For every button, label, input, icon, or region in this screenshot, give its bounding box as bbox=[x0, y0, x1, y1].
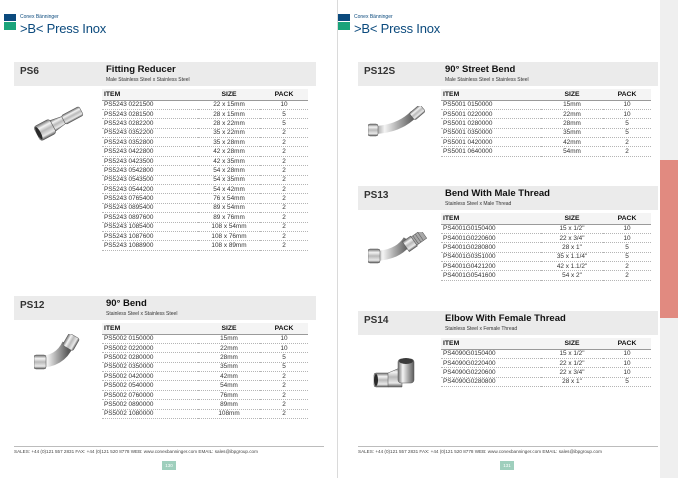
section-ps12s bbox=[358, 62, 658, 156]
table-row bbox=[102, 119, 308, 128]
item-code-cell: PS5243 0352800 bbox=[102, 138, 198, 147]
item-code-cell: PS5002 0150000 bbox=[102, 334, 198, 343]
pack-cell: 10 bbox=[603, 358, 651, 367]
section-ps6 bbox=[14, 62, 316, 250]
column-header: SIZE bbox=[541, 213, 603, 224]
item-code-cell: PS5001 0640000 bbox=[441, 147, 541, 156]
item-code-cell: PS5002 0540000 bbox=[102, 381, 198, 390]
section-subtitle: Stainless Steel x Female Thread bbox=[445, 326, 518, 332]
footer-contact: SALES: +44 (0)121 557 2831 FAX: +44 (0)121 520 8778 WEB: www.conexbanninger.com EMAIL: sales@ibpgroup.com bbox=[358, 449, 602, 454]
pack-cell: 5 bbox=[260, 362, 308, 371]
item-code-cell: PS5243 0281500 bbox=[102, 109, 198, 118]
pack-cell: 2 bbox=[260, 241, 308, 250]
column-header: SIZE bbox=[198, 323, 260, 334]
table-row bbox=[441, 224, 651, 233]
bend-male-thread-icon bbox=[368, 232, 428, 266]
pack-cell: 10 bbox=[260, 100, 308, 109]
item-code-cell: PS5001 0280000 bbox=[441, 119, 541, 128]
column-header: ITEM bbox=[441, 213, 541, 224]
size-cell: 22 x 1/2" bbox=[541, 358, 603, 367]
pack-cell: 2 bbox=[260, 231, 308, 240]
item-code-cell: PS4001G0541600 bbox=[441, 271, 541, 280]
size-cell: 42 x 35mm bbox=[198, 156, 260, 165]
pack-cell: 10 bbox=[603, 233, 651, 242]
size-cell: 54mm bbox=[198, 381, 260, 390]
table-row bbox=[102, 362, 308, 371]
footer-rule bbox=[14, 446, 324, 447]
pack-cell: 10 bbox=[603, 224, 651, 233]
pack-cell: 2 bbox=[603, 271, 651, 280]
brand-product-line: >B< Press Inox bbox=[354, 21, 441, 36]
item-code-cell: PS5001 0150000 bbox=[441, 100, 541, 109]
section-title: Elbow With Female Thread bbox=[445, 313, 566, 324]
page-number: 131 bbox=[500, 461, 514, 470]
item-code-cell: PS5243 1088900 bbox=[102, 241, 198, 250]
size-cell: 15mm bbox=[541, 100, 603, 109]
item-code-cell: PS4090G0280800 bbox=[441, 377, 541, 386]
size-cell: 42mm bbox=[541, 138, 603, 147]
size-cell: 42 x 1.1/2" bbox=[541, 262, 603, 271]
brand-mark-icon bbox=[338, 14, 350, 30]
column-header: ITEM bbox=[102, 323, 198, 334]
pack-cell: 2 bbox=[260, 400, 308, 409]
section-header bbox=[358, 62, 658, 86]
item-code-cell: PS5243 0895400 bbox=[102, 203, 198, 212]
section-ps12 bbox=[14, 296, 316, 418]
section-ps14 bbox=[358, 311, 658, 386]
column-header: ITEM bbox=[441, 89, 541, 100]
footer-contact: SALES: +44 (0)121 557 2831 FAX: +44 (0)121 520 8778 WEB: www.conexbanninger.com EMAIL: sales@ibpgroup.com bbox=[14, 449, 258, 454]
size-cell: 15 x 1/2" bbox=[541, 224, 603, 233]
table-row bbox=[441, 243, 651, 252]
item-code-cell: PS4001G0220600 bbox=[441, 233, 541, 242]
item-code-cell: PS5243 0221500 bbox=[102, 100, 198, 109]
table-row bbox=[102, 156, 308, 165]
size-cell: 108 x 54mm bbox=[198, 222, 260, 231]
item-code-cell: PS5002 1080000 bbox=[102, 409, 198, 418]
table-row bbox=[102, 241, 308, 250]
brand-company: Conex Bänninger bbox=[354, 14, 393, 20]
size-cell: 35 x 1.1/4" bbox=[541, 252, 603, 261]
item-code-cell: PS5243 1085400 bbox=[102, 222, 198, 231]
table-row bbox=[102, 409, 308, 418]
item-code-cell: PS5243 0765400 bbox=[102, 194, 198, 203]
pack-cell: 2 bbox=[260, 194, 308, 203]
table-row bbox=[102, 185, 308, 194]
table-row bbox=[102, 222, 308, 231]
pack-cell: 2 bbox=[260, 185, 308, 194]
brand-mark-icon bbox=[4, 14, 16, 30]
section-header bbox=[358, 311, 658, 335]
table-row bbox=[441, 100, 651, 109]
pack-cell: 2 bbox=[260, 166, 308, 175]
item-code-cell: PS5243 0282200 bbox=[102, 119, 198, 128]
section-code: PS6 bbox=[20, 66, 39, 77]
size-cell: 42 x 28mm bbox=[198, 147, 260, 156]
table-row bbox=[102, 147, 308, 156]
item-code-cell: PS5002 0280000 bbox=[102, 353, 198, 362]
item-code-cell: PS4001G0421200 bbox=[441, 262, 541, 271]
item-code-cell: PS5243 0543500 bbox=[102, 175, 198, 184]
table-row bbox=[102, 128, 308, 137]
table-row bbox=[441, 262, 651, 271]
size-cell: 28 x 15mm bbox=[198, 109, 260, 118]
size-cell: 76mm bbox=[198, 390, 260, 399]
item-code-cell: PS5001 0350000 bbox=[441, 128, 541, 137]
table-row bbox=[441, 377, 651, 386]
size-cell: 22mm bbox=[198, 343, 260, 352]
size-cell: 35 x 22mm bbox=[198, 128, 260, 137]
size-cell: 54mm bbox=[541, 147, 603, 156]
section-title: 90° Street Bend bbox=[445, 64, 516, 75]
item-code-cell: PS5243 0544200 bbox=[102, 185, 198, 194]
table-header-row bbox=[441, 89, 651, 100]
item-code-cell: PS4090G0150400 bbox=[441, 349, 541, 358]
pack-cell: 2 bbox=[260, 147, 308, 156]
table-row bbox=[102, 194, 308, 203]
pack-cell: 2 bbox=[260, 372, 308, 381]
left-page bbox=[0, 0, 337, 478]
size-cell: 22 x 15mm bbox=[198, 100, 260, 109]
pack-cell: 2 bbox=[260, 409, 308, 418]
pack-cell: 10 bbox=[603, 109, 651, 118]
section-code: PS12S bbox=[364, 66, 396, 77]
item-code-cell: PS5002 0760000 bbox=[102, 390, 198, 399]
size-cell: 54 x 2" bbox=[541, 271, 603, 280]
pack-cell: 2 bbox=[260, 390, 308, 399]
table-row bbox=[102, 400, 308, 409]
table-row bbox=[102, 343, 308, 352]
table-row bbox=[102, 138, 308, 147]
item-code-cell: PS5243 0423500 bbox=[102, 156, 198, 165]
table-row bbox=[441, 128, 651, 137]
column-header: ITEM bbox=[102, 89, 198, 100]
table-header-row bbox=[102, 89, 308, 100]
size-cell: 28mm bbox=[541, 119, 603, 128]
pack-cell: 2 bbox=[260, 203, 308, 212]
item-code-cell: PS5002 0420000 bbox=[102, 372, 198, 381]
pack-cell: 5 bbox=[603, 377, 651, 386]
table-row bbox=[441, 119, 651, 128]
table-row bbox=[102, 231, 308, 240]
table-row bbox=[102, 353, 308, 362]
size-cell: 22 x 3/4" bbox=[541, 368, 603, 377]
table-row bbox=[441, 271, 651, 280]
spec-table bbox=[441, 338, 651, 387]
pack-cell: 2 bbox=[260, 128, 308, 137]
column-header: ITEM bbox=[441, 338, 541, 349]
item-code-cell: PS4001G0280800 bbox=[441, 243, 541, 252]
pack-cell: 10 bbox=[603, 368, 651, 377]
table-row bbox=[441, 252, 651, 261]
pack-cell: 5 bbox=[603, 128, 651, 137]
size-cell: 54 x 28mm bbox=[198, 166, 260, 175]
table-row bbox=[102, 381, 308, 390]
section-subtitle: Male Stainless Steel x Stainless Steel bbox=[445, 77, 529, 83]
table-row bbox=[102, 203, 308, 212]
size-cell: 89 x 76mm bbox=[198, 213, 260, 222]
table-row bbox=[441, 358, 651, 367]
street-bend-icon bbox=[368, 106, 428, 138]
column-header: PACK bbox=[603, 89, 651, 100]
spec-table bbox=[102, 323, 308, 419]
column-header: PACK bbox=[603, 338, 651, 349]
pack-cell: 2 bbox=[260, 213, 308, 222]
size-cell: 28 x 1" bbox=[541, 243, 603, 252]
pack-cell: 10 bbox=[260, 334, 308, 343]
table-header-row bbox=[441, 213, 651, 224]
pack-cell: 2 bbox=[260, 175, 308, 184]
pack-cell: 5 bbox=[603, 119, 651, 128]
section-subtitle: Stainless Steel x Male Thread bbox=[445, 201, 512, 207]
size-cell: 22 x 3/4" bbox=[541, 233, 603, 242]
pack-cell: 5 bbox=[260, 119, 308, 128]
footer-rule bbox=[358, 446, 658, 447]
item-code-cell: PS5243 0422800 bbox=[102, 147, 198, 156]
pack-cell: 5 bbox=[260, 353, 308, 362]
brand-company: Conex Bänninger bbox=[20, 14, 59, 20]
table-row bbox=[102, 213, 308, 222]
table-row bbox=[441, 147, 651, 156]
right-page bbox=[338, 0, 660, 478]
brand-product-line: >B< Press Inox bbox=[20, 21, 107, 36]
section-subtitle: Stainless Steel x Stainless Steel bbox=[106, 311, 178, 317]
item-code-cell: PS4001G0150400 bbox=[441, 224, 541, 233]
item-code-cell: PS5243 1087600 bbox=[102, 231, 198, 240]
table-row bbox=[441, 109, 651, 118]
pack-cell: 2 bbox=[603, 147, 651, 156]
section-title: Bend With Male Thread bbox=[445, 188, 550, 199]
table-row bbox=[102, 372, 308, 381]
item-code-cell: PS5001 0220000 bbox=[441, 109, 541, 118]
pack-cell: 2 bbox=[260, 138, 308, 147]
table-row bbox=[441, 368, 651, 377]
item-code-cell: PS5243 0352200 bbox=[102, 128, 198, 137]
table-row bbox=[441, 233, 651, 242]
size-cell: 89mm bbox=[198, 400, 260, 409]
table-row bbox=[102, 166, 308, 175]
pack-cell: 5 bbox=[603, 252, 651, 261]
spec-table bbox=[102, 89, 308, 251]
table-row bbox=[441, 349, 651, 358]
section-header bbox=[14, 296, 316, 320]
column-header: SIZE bbox=[198, 89, 260, 100]
table-row bbox=[441, 138, 651, 147]
column-header: PACK bbox=[260, 89, 308, 100]
item-code-cell: PS5243 0542800 bbox=[102, 166, 198, 175]
item-code-cell: PS5002 0890000 bbox=[102, 400, 198, 409]
section-title: 90° Bend bbox=[106, 298, 147, 309]
pack-cell: 10 bbox=[603, 100, 651, 109]
size-cell: 28mm bbox=[198, 353, 260, 362]
size-cell: 28 x 22mm bbox=[198, 119, 260, 128]
section-code: PS12 bbox=[20, 300, 45, 311]
item-code-cell: PS5243 0897600 bbox=[102, 213, 198, 222]
column-header: PACK bbox=[603, 213, 651, 224]
section-code: PS13 bbox=[364, 190, 389, 201]
page-number: 130 bbox=[162, 461, 176, 470]
item-code-cell: PS4090G0220400 bbox=[441, 358, 541, 367]
pack-cell: 2 bbox=[260, 222, 308, 231]
spec-table bbox=[441, 213, 651, 281]
section-header bbox=[358, 186, 658, 210]
pack-cell: 2 bbox=[603, 262, 651, 271]
pack-cell: 5 bbox=[603, 243, 651, 252]
pack-cell: 2 bbox=[603, 138, 651, 147]
size-cell: 22mm bbox=[541, 109, 603, 118]
size-cell: 54 x 42mm bbox=[198, 185, 260, 194]
size-cell: 28 x 1" bbox=[541, 377, 603, 386]
size-cell: 76 x 54mm bbox=[198, 194, 260, 203]
item-code-cell: PS5001 0420000 bbox=[441, 138, 541, 147]
pack-cell: 10 bbox=[603, 349, 651, 358]
pack-cell: 2 bbox=[260, 381, 308, 390]
size-cell: 42mm bbox=[198, 372, 260, 381]
item-code-cell: PS5002 0350000 bbox=[102, 362, 198, 371]
size-cell: 35 x 28mm bbox=[198, 138, 260, 147]
item-code-cell: PS5002 0220000 bbox=[102, 343, 198, 352]
section-title: Fitting Reducer bbox=[106, 64, 176, 75]
size-cell: 15mm bbox=[198, 334, 260, 343]
size-cell: 54 x 35mm bbox=[198, 175, 260, 184]
pack-cell: 2 bbox=[260, 156, 308, 165]
elbow-female-thread-icon bbox=[372, 355, 420, 393]
table-row bbox=[102, 390, 308, 399]
size-cell: 35mm bbox=[198, 362, 260, 371]
section-code: PS14 bbox=[364, 315, 389, 326]
pack-cell: 5 bbox=[260, 109, 308, 118]
table-row bbox=[102, 334, 308, 343]
size-cell: 108 x 76mm bbox=[198, 231, 260, 240]
section-tab-marker bbox=[660, 160, 678, 318]
size-cell: 35mm bbox=[541, 128, 603, 137]
table-header-row bbox=[441, 338, 651, 349]
size-cell: 15 x 1/2" bbox=[541, 349, 603, 358]
section-ps13 bbox=[358, 186, 658, 280]
bend-90-icon bbox=[34, 334, 86, 374]
size-cell: 108mm bbox=[198, 409, 260, 418]
size-cell: 89 x 54mm bbox=[198, 203, 260, 212]
item-code-cell: PS4090G0220600 bbox=[441, 368, 541, 377]
fitting-reducer-icon bbox=[32, 102, 88, 142]
column-header: SIZE bbox=[541, 338, 603, 349]
section-header bbox=[14, 62, 316, 86]
size-cell: 108 x 89mm bbox=[198, 241, 260, 250]
spec-table bbox=[441, 89, 651, 157]
column-header: SIZE bbox=[541, 89, 603, 100]
table-header-row bbox=[102, 323, 308, 334]
table-row bbox=[102, 109, 308, 118]
table-row bbox=[102, 175, 308, 184]
pack-cell: 10 bbox=[260, 343, 308, 352]
column-header: PACK bbox=[260, 323, 308, 334]
table-row bbox=[102, 100, 308, 109]
section-subtitle: Male Stainless Steel x Stainless Steel bbox=[106, 77, 190, 83]
item-code-cell: PS4001G0351000 bbox=[441, 252, 541, 261]
